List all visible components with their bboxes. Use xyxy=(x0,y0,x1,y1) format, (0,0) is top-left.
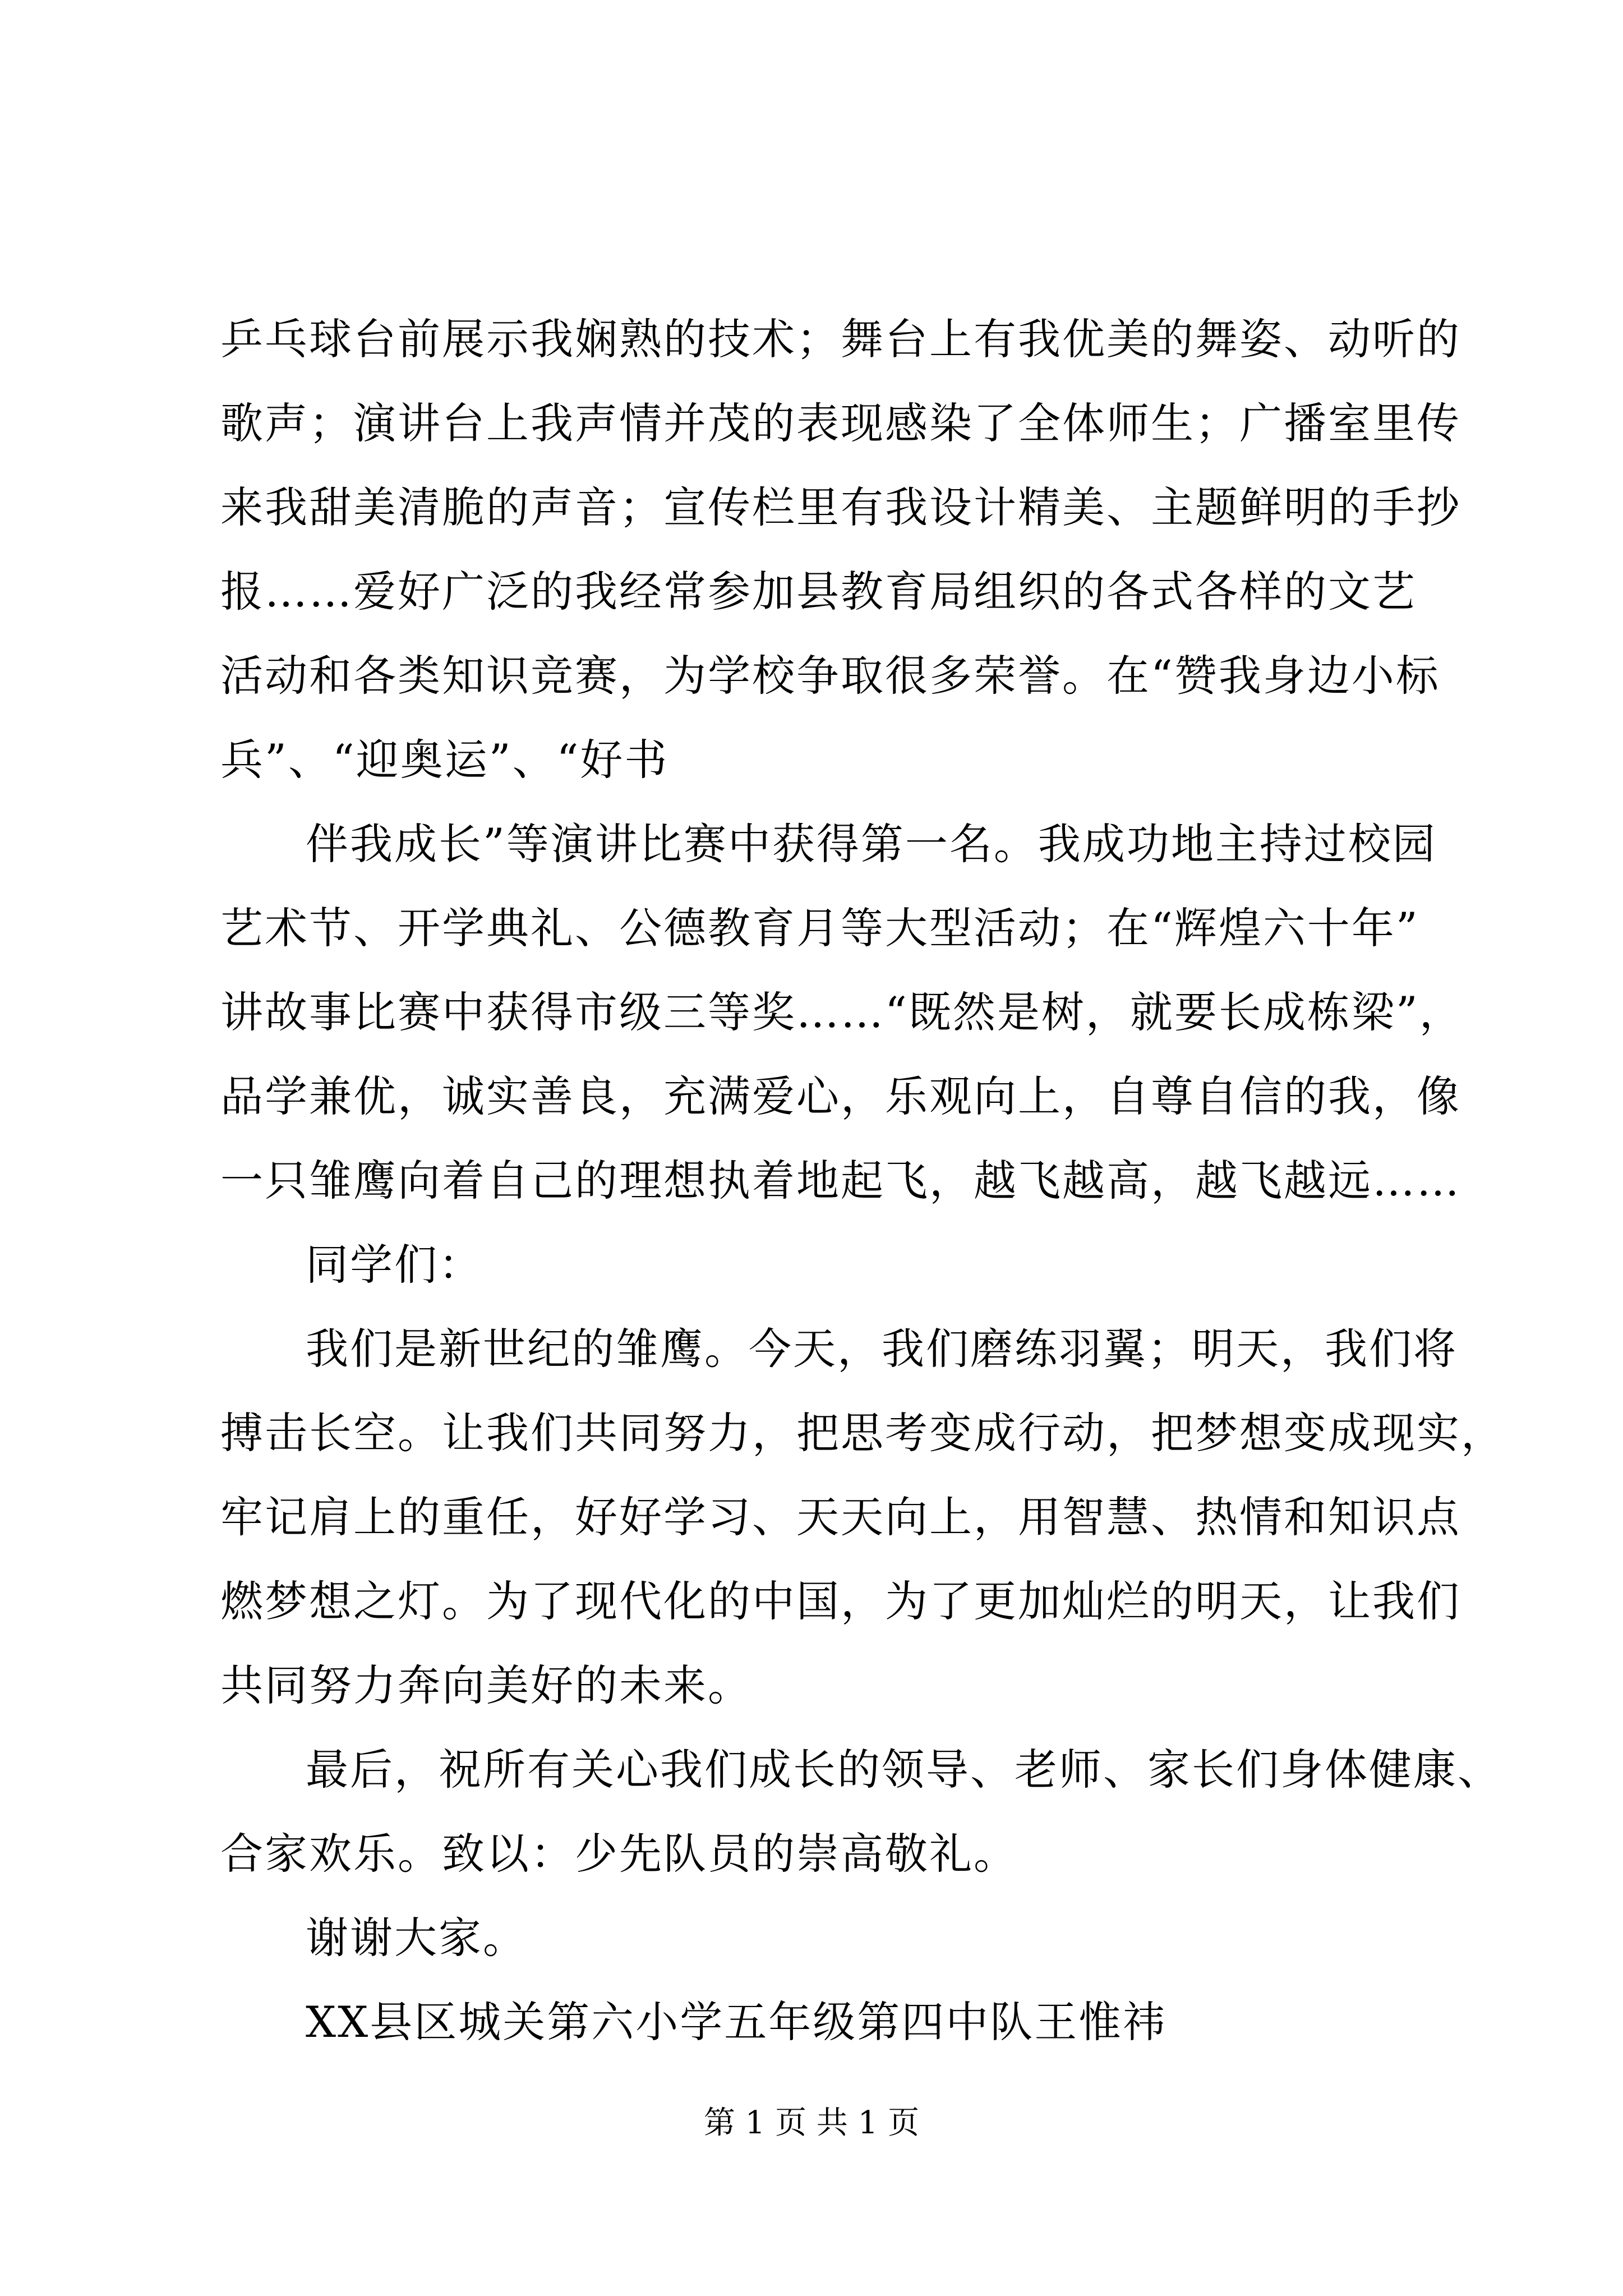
text-line: 伴我成长”等演讲比赛中获得第一名。我成功地主持过校园 xyxy=(306,819,1437,869)
page-number-footer: 第 1 页 共 1 页 xyxy=(703,2105,920,2141)
text-line: 牢记肩上的重任，好好学习、天天向上，用智慧、热情和知识点 xyxy=(220,1492,1461,1542)
text-line: 燃梦想之灯。为了现代化的中国，为了更加灿烂的明天，让我们 xyxy=(220,1576,1461,1626)
text-line: 一只雏鹰向着自己的理想执着地起飞，越飞越高，越飞越远…… xyxy=(220,1156,1461,1205)
text-line: 活动和各类知识竞赛，为学校争取很多荣誉。在“赞我身边小标 xyxy=(220,651,1440,701)
text-line: 合家欢乐。致以：少先队员的崇高敬礼。 xyxy=(220,1829,1018,1879)
text-line: 歌声；演讲台上我声情并茂的表现感染了全体师生；广播室里传 xyxy=(220,398,1461,448)
text-line: 讲故事比赛中获得市级三等奖……“既然是树，就要长成栋梁”， xyxy=(220,987,1464,1037)
salutation: 同学们： xyxy=(306,1240,483,1290)
document-body xyxy=(220,297,1505,2064)
text-line: 报……爱好广泛的我经常参加县教育局组织的各式各样的文艺 xyxy=(220,567,1417,616)
text-line: 来我甜美清脆的声音；宣传栏里有我设计精美、主题鲜明的手抄 xyxy=(220,482,1461,532)
text-line: 兵”、“迎奥运”、“好书 xyxy=(220,735,669,785)
closing-line: 谢谢大家。 xyxy=(306,1913,527,1963)
text-line: 艺术节、开学典礼、公德教育月等大型活动；在“辉煌六十年” xyxy=(220,903,1419,953)
text-line: 共同努力奔向美好的未来。 xyxy=(220,1660,752,1710)
text-line: 我们是新世纪的雏鹰。今天，我们磨练羽翼；明天，我们将 xyxy=(306,1324,1458,1374)
text-line: 品学兼优，诚实善良，充满爱心，乐观向上，自尊自信的我，像 xyxy=(220,1071,1461,1121)
signature-line: XX县区城关第六小学五年级第四中队王惟祎 xyxy=(306,1997,1168,2047)
text-line: 乒乓球台前展示我娴熟的技术；舞台上有我优美的舞姿、动听的 xyxy=(220,314,1461,364)
text-line: 最后，祝所有关心我们成长的领导、老师、家长们身体健康、 xyxy=(306,1745,1502,1795)
text-line: 搏击长空。让我们共同努力，把思考变成行动，把梦想变成现实， xyxy=(220,1408,1505,1458)
